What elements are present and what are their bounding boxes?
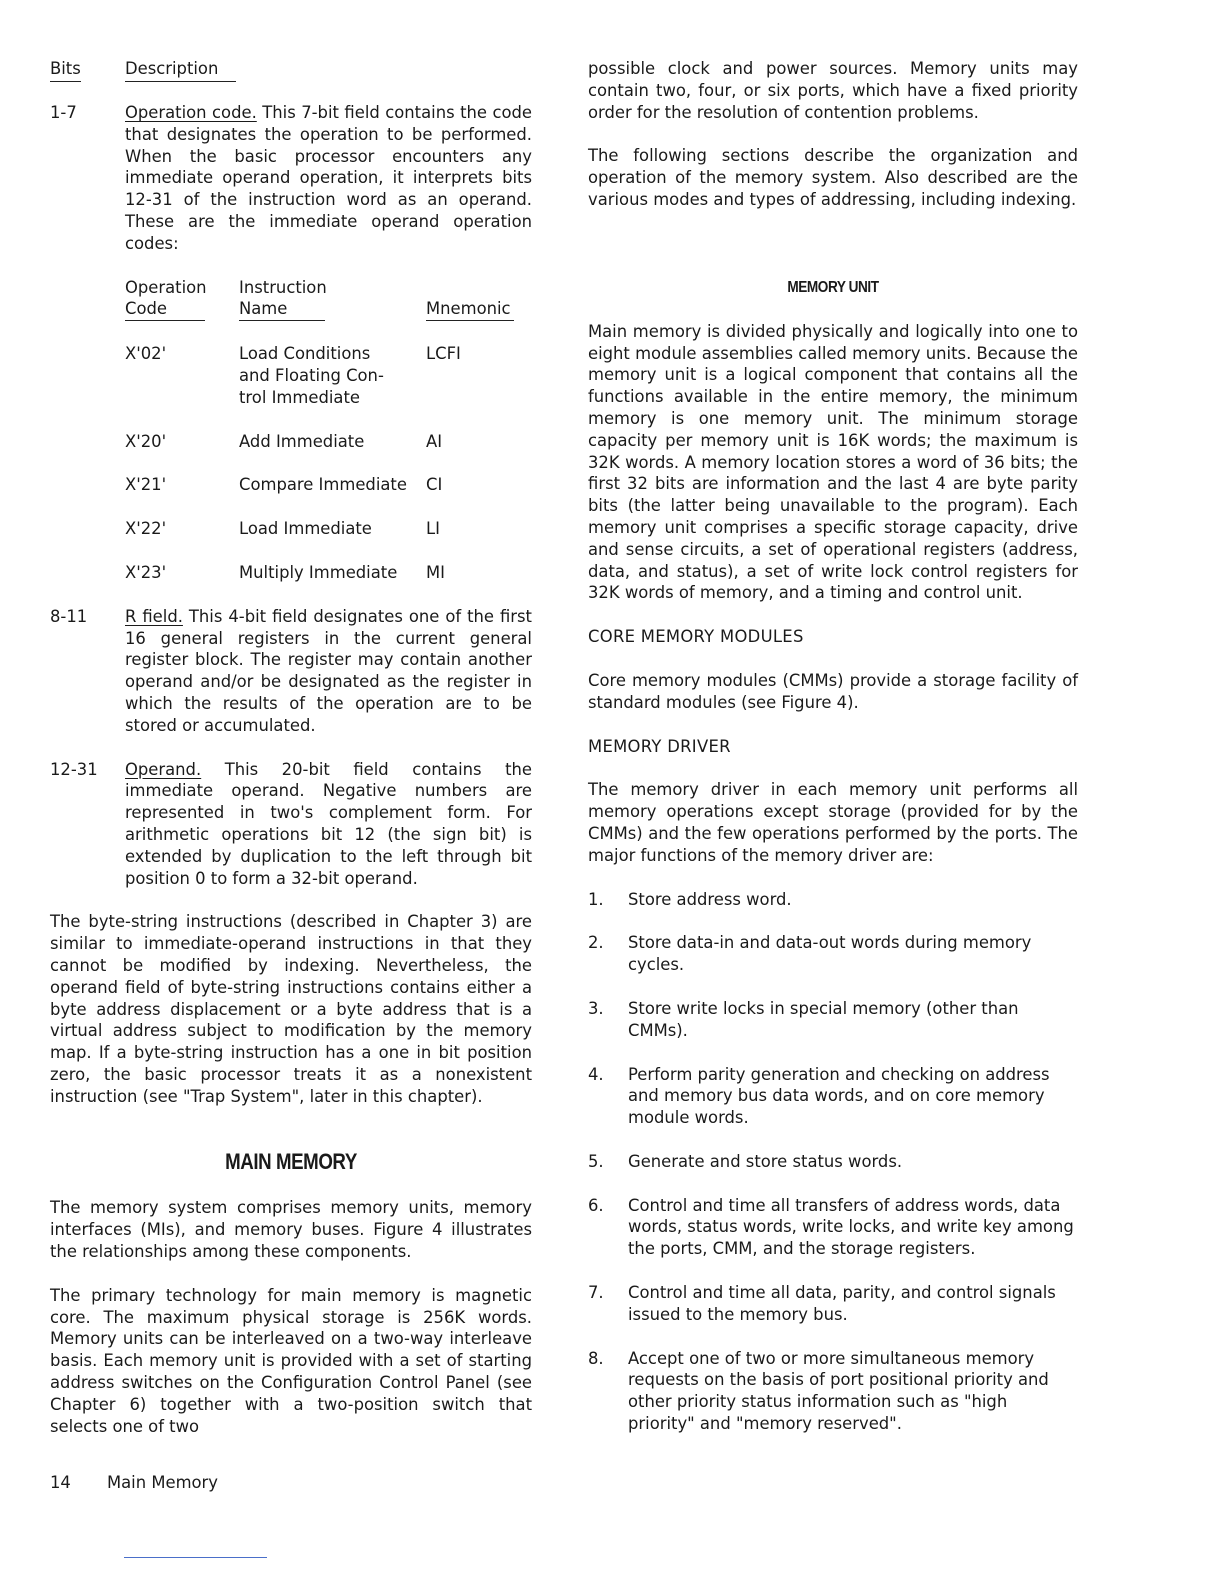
list-text: Control and time all transfers of address words, data words, status words, write locks, and write key among the ports, CMM, and the storage registers. (628, 1195, 1074, 1259)
op-name: Load Immediate (239, 519, 372, 539)
code-header-line1: Operation (125, 277, 207, 297)
name-header-line2: Name (239, 298, 325, 321)
op-code: X'21' (125, 475, 167, 495)
scan-mark-line (124, 1557, 267, 1558)
list-text: Store data-in and data-out words during memory cycles. (628, 933, 1032, 975)
list-item (588, 889, 1078, 911)
list-text: Store address word. (628, 889, 792, 909)
name-header-line1: Instruction (239, 277, 327, 297)
list-number: 6. (588, 1195, 604, 1215)
list-text: Generate and store status words. (628, 1151, 903, 1171)
memory-unit-heading: MEMORY UNIT (787, 278, 879, 296)
page-footer (50, 1472, 218, 1494)
op-name-line: trol Immediate (239, 387, 360, 407)
op-name-line: and Floating Con- (239, 365, 384, 385)
list-item (588, 1348, 1078, 1435)
field-bits: 8-11 (50, 606, 88, 626)
cmm-heading: CORE MEMORY MODULES (588, 627, 804, 647)
op-name-line: Load Conditions (239, 344, 371, 364)
memory-system-paragraph: The memory system comprises memory units, memory interfaces (MIs), and memory buses. Figure 4 illustrates the relationships among these components. (50, 1198, 532, 1262)
main-memory-heading: MAIN MEMORY (225, 1149, 357, 1175)
page-number: 14 (50, 1473, 71, 1492)
field-title: Operand. (125, 759, 202, 779)
opcode-table (125, 277, 532, 584)
field-text: This 20-bit field contains the immediate operand. Negative numbers are represented in two's complement form. For arithmetic operations bit 12 (the sign bit) is extended by duplication to the left through bit position 0 to form a 32-bit operand. (125, 759, 532, 888)
byte-string-paragraph: The byte-string instructions (described in Chapter 3) are similar to immediate-operand instructions in that they cannot be modified by indexing. Nevertheless, the operand field of byte-string instructions contains either a byte address displacement or a byte address that is a virtual address subject to modification by the memory map. If a byte-string instruction has a one in bit position zero, the basic processor treats it as a nonexistent instruction (see "Trap System", later in this chapter). (50, 912, 532, 1106)
list-item (588, 998, 1078, 1042)
op-code: X'23' (125, 562, 167, 582)
list-item (588, 1151, 1078, 1173)
op-mnemonic: AI (426, 431, 443, 451)
opcode-table-header (125, 277, 532, 322)
list-number: 1. (588, 889, 604, 909)
list-number: 4. (588, 1064, 604, 1084)
description-header: Description (125, 58, 236, 82)
op-name: Multiply Immediate (239, 562, 398, 582)
list-item (588, 932, 1078, 976)
op-mnemonic: MI (426, 562, 445, 582)
field-text: This 4-bit field designates one of the first 16 general registers in the current general register block. The register may contain another operand and/or be designated as the register in which the results of the operation are to be stored or accumulated. (125, 606, 532, 735)
list-number: 3. (588, 998, 604, 1018)
continuation-paragraph: possible clock and power sources. Memory units may contain two, four, or six ports, which have a fixed priority order for the resolution of contention problems. (588, 59, 1078, 122)
table-row (125, 562, 532, 584)
table-row (125, 474, 532, 496)
table-row (125, 431, 532, 453)
list-item (588, 1195, 1078, 1260)
field-bits: 12-31 (50, 759, 98, 779)
field-operation-code (50, 102, 532, 255)
table-row (125, 518, 532, 540)
field-title: Operation code. (125, 103, 257, 122)
field-title: R field. (125, 606, 183, 626)
driver-functions-list (588, 889, 1078, 1435)
op-code: X'02' (125, 344, 167, 364)
table-row (125, 343, 532, 408)
field-r-field (50, 606, 532, 737)
following-sections-paragraph: The following sections describe the organization and operation of the memory system. Also described are the various modes and types of addressing, including indexing. (588, 146, 1078, 209)
list-text: Accept one of two or more simultaneous memory requests on the basis of port positional priority and other priority status information such as "high priority" and "memory reserved". (628, 1348, 1049, 1434)
primary-technology-paragraph: The primary technology for main memory is magnetic core. The maximum physical storage is 256K words. Memory units can be interleaved on a two-way interleave basis. Each memory unit is provided with a set of starting address switches on the Configuration Control Panel (see Chapter 6) together with a two-position switch that selects one of two (50, 1285, 532, 1436)
mnemonic-header: Mnemonic (426, 298, 514, 321)
op-mnemonic: LCFI (426, 344, 461, 364)
op-name: Add Immediate (239, 431, 365, 451)
list-number: 7. (588, 1283, 604, 1303)
bits-table-header (50, 58, 532, 80)
memory-driver-paragraph: The memory driver in each memory unit performs all memory operations except storage (provided for by the CMMs) and the few operations performed by the ports. The major functions of the memory driver are: (588, 780, 1078, 865)
memory-driver-heading: MEMORY DRIVER (588, 736, 731, 756)
left-column (50, 58, 532, 1459)
list-number: 2. (588, 933, 604, 953)
field-bits: 1-7 (50, 103, 77, 122)
code-header-line2: Code (125, 298, 205, 321)
list-item (588, 1282, 1078, 1326)
op-name: Compare Immediate (239, 475, 407, 495)
op-code: X'22' (125, 519, 167, 539)
list-item (588, 1064, 1078, 1129)
memory-unit-paragraph: Main memory is divided physically and logically into one to eight module assemblies called memory units. Because the memory unit is a logical component that contains all the functions available in the entire memory, the minimum memory is one memory unit. The minimum storage capacity per memory unit is 16K words; the maximum is 32K words. A memory location stores a word of 36 bits; the first 32 bits are information and the last 4 are byte parity bits (the latter being unavailable to the program). Each memory unit comprises a specific storage capacity, drive and sense circuits, a set of operational registers (address, data, and status), a set of write lock control registers for 32K words of memory, and a timing and control unit. (588, 321, 1078, 603)
bits-header: Bits (50, 58, 81, 82)
list-text: Control and time all data, parity, and control signals issued to the memory bus. (628, 1283, 1056, 1324)
right-column (588, 58, 1078, 1457)
footer-section-title: Main Memory (107, 1473, 218, 1492)
op-mnemonic: CI (426, 475, 443, 495)
list-text: Perform parity generation and checking on address and memory bus data words, and on core memory module words. (628, 1064, 1050, 1128)
list-text: Store write locks in special memory (other than CMMs). (628, 998, 1019, 1040)
field-text: This 7-bit field contains the code that designates the operation to be performed. When the basic processor encounters any immediate operand operation, it interprets bits 12-31 of the instruction word as an operand. These are the immediate operand operation codes: (125, 103, 532, 253)
cmm-paragraph: Core memory modules (CMMs) provide a storage facility of standard modules (see Figure 4). (588, 670, 1078, 712)
list-number: 5. (588, 1151, 604, 1171)
op-code: X'20' (125, 431, 167, 451)
field-operand (50, 759, 532, 890)
list-number: 8. (588, 1348, 604, 1368)
op-mnemonic: LI (426, 519, 440, 539)
